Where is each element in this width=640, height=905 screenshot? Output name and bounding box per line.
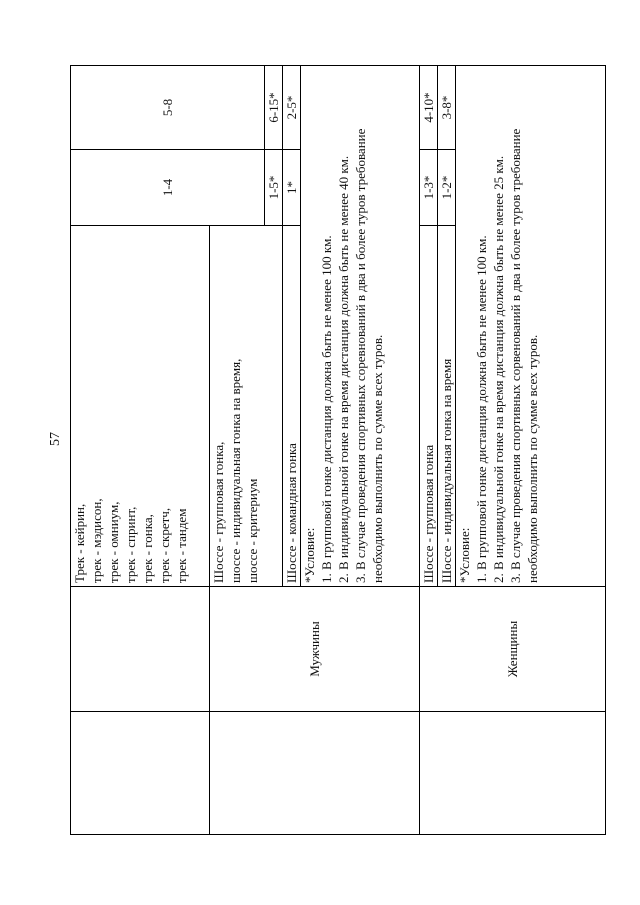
note-line: 2. В индивидуальной гонке на время дистанция должна быть не менее 25 км.: [491, 155, 506, 583]
note-line: 2. В индивидуальной гонке на время дистанция должна быть не менее 40 км.: [336, 155, 351, 583]
discipline-cell: Шоссе - индивидуальная гонка на время: [438, 226, 456, 587]
road-disciplines-cell: [210, 226, 283, 587]
conditions-note: [301, 66, 420, 587]
discipline-text: трек - скретч,: [157, 507, 172, 583]
place-range-cell: 6-15*: [265, 66, 283, 150]
table-row: [71, 66, 210, 835]
place-range-cell: 3-8*: [438, 66, 456, 150]
empty-cell: [420, 712, 606, 835]
conditions-note: [456, 66, 606, 587]
place-range-cell: 4-10*: [420, 66, 438, 150]
place-range-cell: 1*: [283, 150, 301, 226]
empty-cell: [210, 712, 420, 835]
note-line: 1. В групповой гонке дистанция должна быть не менее 100 км.: [474, 235, 489, 583]
discipline-text: трек - мэдисон,: [89, 498, 104, 583]
note-line: *Условие:: [457, 527, 472, 583]
men-label: Мужчины: [210, 587, 420, 712]
discipline-cell: Шоссе - командная гонка: [283, 226, 301, 587]
place-range-cell: 1-5*: [265, 150, 283, 226]
discipline-text: трек - тандем: [174, 508, 189, 583]
discipline-text: Шоссе - групповая гонка,: [211, 441, 226, 583]
note-line: 3. В случае проведения спортивных сорвенований в два и более туров требование необходимо выполнить по сумме всех туров.: [508, 128, 540, 583]
discipline-text: трек - гонка,: [140, 514, 155, 583]
empty-cell: [71, 712, 210, 835]
place-range-cell: 5-8: [71, 66, 265, 150]
note-line: 3. В случае проведения спортивных соревнований в два и более туров требование необходимо выполнить по сумме всех туров.: [353, 128, 385, 583]
discipline-text: трек - спринт,: [123, 506, 138, 583]
page-number: 57: [48, 432, 63, 446]
place-range-cell: 1-4: [71, 150, 265, 226]
rotated-table-container: [70, 65, 540, 835]
note-line: *Условие:: [302, 527, 317, 583]
discipline-cell: Шоссе - групповая гонка: [420, 226, 438, 587]
note-line: 1. В групповой гонке дистанция должна быть не менее 100 км.: [319, 235, 334, 583]
women-label: Женщины: [420, 587, 606, 712]
track-disciplines-cell: [71, 226, 210, 587]
discipline-text: шоссе - индивидуальная гонка на время,: [228, 358, 243, 583]
requirements-table: [70, 65, 606, 835]
table-row: [420, 66, 438, 835]
discipline-text: Трек - кейрин,: [72, 503, 87, 583]
empty-cell: [71, 587, 210, 712]
discipline-text: трек - омниум,: [106, 501, 121, 583]
discipline-text: шоссе - критериум: [245, 478, 260, 583]
place-range-cell: 1-2*: [438, 150, 456, 226]
place-range-cell: 1-3*: [420, 150, 438, 226]
place-range-cell: 2-5*: [283, 66, 301, 150]
